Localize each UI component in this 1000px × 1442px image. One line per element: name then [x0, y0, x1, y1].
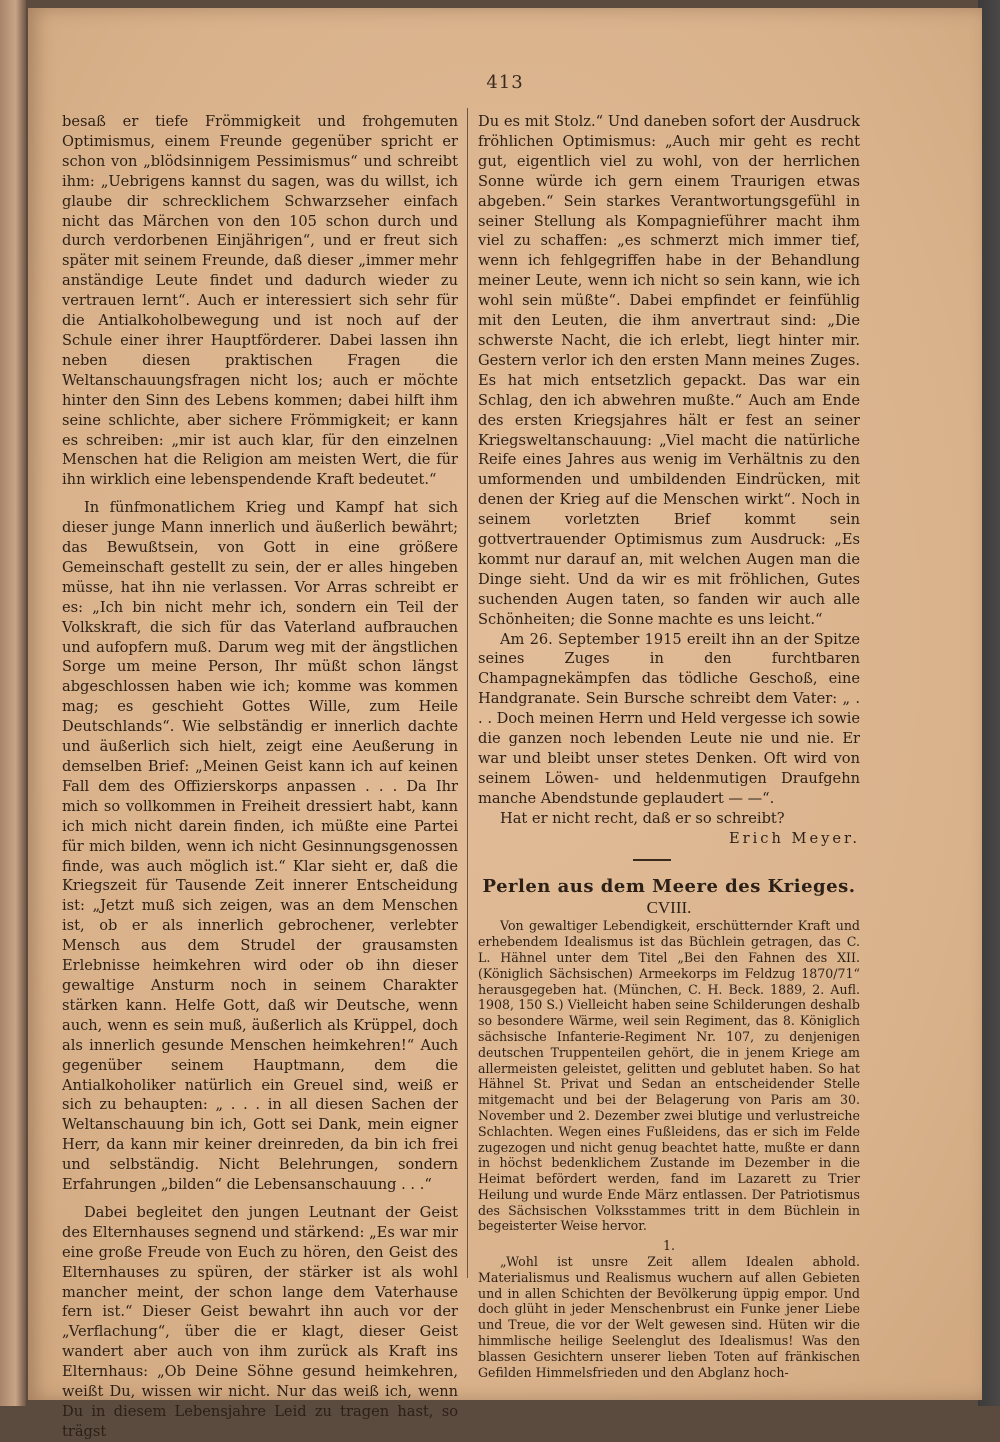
left-page-edge: [0, 0, 26, 1406]
section-title: Perlen aus dem Meere des Krieges.: [482, 875, 856, 897]
item-text: „Wohl ist unsre Zeit allem Idealen abhold. Materialismus und Realismus wuchern auf allen Gebieten und in allen Schichten der Bevölkerung üppig empor. Und doch glüht in jeder Menschenbrust ein Funke jener Liebe und Treue, die vor der Welt gewesen sind. Hüten wir die himmlische heilige Seelenglut des Idealismus! Was den blassen Gesichtern unserer lieben Toten auf fränkischen Gefilden Himmelsfrieden und den Abglanz hoch-: [478, 1254, 860, 1380]
right-column: [478, 112, 860, 1380]
paragraph: Am 26. September 1915 ereilt ihn an der Spitze seines Zuges in den furchtbaren Champagnekämpfen das tödliche Geschoß, eine Handgranate. Sein Bursche schreibt dem Vater: „ . . . Doch meinen Herrn und Held vergesse ich sowie die ganzen noch lebenden Leute nie und nie. Er war und bleibt unser stetes Denken. Oft wird von seinem Löwen- und heldenmutigen Draufgehn manche Abendstunde geplaudert — —“.: [478, 630, 860, 807]
paragraph: Dabei begleitet den jungen Leutnant der Geist des Elternhauses segnend und stärkend: „Es war mir eine große Freude von Euch zu hören, den Geist des Elternhauses zu spüren, der stärker ist als wohl mancher meint, der schon lange dem Vaterhause fern ist.“ Dieser Geist bewahrt ihn auch vor der „Verflachung“, über die er klagt, dieser Geist wandert aber auch von ihm zurück als Kraft ins Elternhaus: „Ob Deine Söhne gesund heimkehren, weißt Du, wissen wir nicht. Nur das weiß ich, wenn Du in diesem Lebensjahre Leid zu tragen hast, so trägst: [62, 1203, 458, 1440]
section-rule: [633, 859, 671, 861]
paragraph: In fünfmonatlichem Krieg und Kampf hat sich dieser junge Mann innerlich und äußerlich bewährt; das Bewußtsein, von Gott in eine größere Gemeinschaft gestellt zu sein, der er alles hingeben müsse, hat ihn nie verlassen. Vor Arras schreibt er es: „Ich bin nicht mehr ich, sondern ein Teil der Volkskraft, die sich für das Vaterland aufbrauchen und aufopfern muß. Darum weg mit der ängstlichen Sorge um meine Person, Ihr müßt schon längst abgeschlossen haben wie ich; komme was kommen mag; es geschieht Gottes Wille, zum Heile Deutschlands“. Wie selbständig er innerlich dachte und äußerlich sich hielt, zeigt eine Aeußerung in demselben Brief: „Meinen Geist kann ich auf keinen Fall dem des Offizierskorps anpassen . . . Da Ihr mich so vollkommen in Freiheit dressiert habt, kann ich mich nicht darein finden, ich müßte eine Partei für mich bilden, wenn ich nicht Gesinnungsgenossen finde, was auch möglich ist.“ Klar sieht er, daß die Kriegszeit für Tausende Zeit innerer Entscheidung ist: „Jetzt muß sich zeigen, was an dem Menschen ist, ob er als innerlich gebrochener, verlebter Mensch aus dem Strudel der grausamsten Erlebnisse heimkehren wird oder ob ihn dieser gewaltige Ansturm noch in seinem Charakter stärken kann. Helfe Gott, daß wir Deutsche, wenn auch, wenn es sein muß, äußerlich als Krüppel, doch als innerlich gesunde Menschen heimkehren!“ Auch gegenüber seinem Hauptmann, dem die Antialkoholiker natürlich ein Greuel sind, weiß er sich zu behaupten: „ . . . in all diesen Sachen der Weltanschauung bin ich, Gott sei Dank, mein eigner Herr, da kann mir keiner dreinreden, da bin ich frei und selbständig. Nicht Belehrungen, sondern Erfahrungen „bilden“ die Lebensanschauung . . .“: [62, 499, 458, 1194]
page-number: 413: [486, 72, 524, 93]
book-page: [28, 8, 982, 1440]
section-body: [478, 918, 860, 1380]
author-signature: Erich Meyer.: [729, 829, 860, 847]
section-intro: Von gewaltiger Lebendigkeit, erschütternder Kraft und erhebendem Idealismus ist das Büchlein getragen, das C. L. Hähnel unter dem Titel „Bei den Fahnen des XII. (Königlich Sächsischen) Armeekorps im Feldzug 1870/71“ herausgegeben hat. (München, C. H. Beck. 1889, 2. Aufl. 1908, 150 S.) Vielleicht haben seine Schilderungen deshalb so besondere Wärme, weil sein Regiment, das 8. Königlich sächsische Infanterie-Regiment Nr. 107, zu denjenigen deutschen Truppenteilen gehört, die in jenem Kriege am allermeisten geleistet, gelitten und geblutet haben. So hat Hähnel St. Privat und Sedan an entscheidender Stelle mitgemacht und bei der Belagerung von Paris am 30. November und 2. Dezember zwei blutige und verlustreiche Schlachten. Wegen eines Fußleidens, das er sich im Felde zugezogen und nicht genug beachtet hatte, mußte er dann in höchst bedenklichem Zustande im Dezember in die Heimat befördert werden, fand im Lazarett zu Trier Heilung und wurde Ende März entlassen. Der Patriotismus des Sächsischen Volksstammes tritt in dem Büchlein in begeisterter Weise hervor.: [478, 918, 860, 1234]
paragraph: Du es mit Stolz.“ Und daneben sofort der Ausdruck fröhlichen Optimismus: „Auch mir geht es recht gut, eigentlich viel zu wohl, von der herrlichen Sonne würde ich gern einem Traurigen etwas abgeben.“ Sein starkes Verantwortungsgefühl in seiner Stellung als Kompagnieführer macht ihm viel zu schaffen: „es schmerzt mich immer tief, wenn ich fehlgegriffen habe in der Behandlung meiner Leute, wenn ich nicht so sein kann, wie ich wohl sein müßte“. Dabei empfindet er feinfühlig mit den Leuten, die ihm anvertraut sind: „Die schwerste Nacht, die ich erlebt, liegt hinter mir. Gestern verlor ich den ersten Mann meines Zuges. Es hat mich entsetzlich gepackt. Das war ein Schlag, den ich abwehren mußte.“ Auch am Ende des ersten Kriegsjahres hält er fest an seiner Kriegsweltanschauung: „Viel macht die natürliche Reife eines Jahres aus wenig im Verhältnis zu den umformenden und umbildenden Eindrücken, mit denen der Krieg auf die Menschen wirkt“. Noch in seinem vorletzten Brief kommt sein gottvertrauender Optimismus zum Ausdruck: „Es kommt nur darauf an, mit welchen Augen man die Dinge sieht. Und da wir es mit fröhlichen, Gutes suchenden Augen taten, so fanden wir auch alle Schönheiten; die Sonne machte es uns leicht.“: [478, 113, 860, 628]
left-column: [62, 112, 458, 1442]
item-number: 1.: [662, 1238, 676, 1254]
section-number: CVIII.: [646, 898, 692, 918]
paragraph: besaß er tiefe Frömmigkeit und frohgemuten Optimismus, einem Freunde gegenüber spricht er schon von „blödsinnigem Pessimismus“ und schreibt ihm: „Uebrigens kannst du sagen, was du willst, ich glaube dir schrecklichem Schwarzseher einfach nicht das Märchen von den 105 schon durch und durch verdorbenen Einjährigen“, und er freut sich später mit seinem Freunde, daß dieser „immer mehr anständige Leute findet und dadurch wieder zu vertrauen lernt“. Auch er interessiert sich sehr für die Antialkoholbewegung und ist noch auf der Schule einer ihrer Hauptförderer. Dabei lassen ihn neben diesen praktischen Fragen die Weltanschauungsfragen nicht los; auch er möchte hinter den Sinn des Lebens kommen; dabei hilft ihm seine schlichte, aber sichere Frömmigkeit; er kann es schreiben: „mir ist auch klar, für den einzelnen Menschen hat die Religion am meisten Wert, die für ihn wirklich eine lebenspendende Kraft bedeutet.“: [62, 113, 458, 489]
column-divider: [467, 108, 468, 1278]
paragraph: Hat er nicht recht, daß er so schreibt?: [500, 809, 785, 827]
